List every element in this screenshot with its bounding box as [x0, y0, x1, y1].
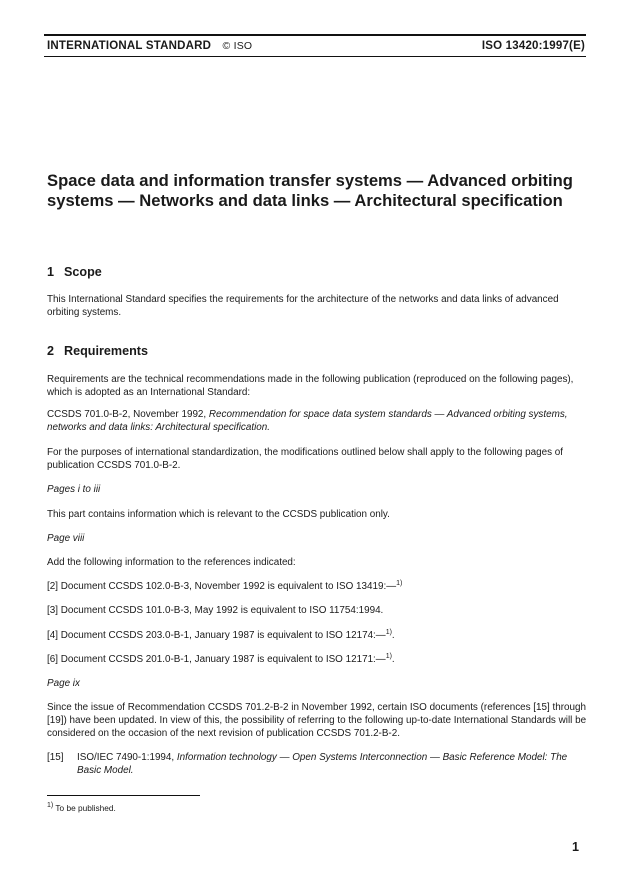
page-ix-paragraph: Since the issue of Recommendation CCSDS 701.2-B-2 in November 1992, certain ISO documents (references [15] through [19]) have been updated. In view of this, the possibility of referring to the following up-to-date International Standards will be considered on the occasion of the next revision of publication CCSDS 701.2-B-2. — [47, 702, 587, 739]
section-requirements-number: 2 — [47, 344, 55, 358]
reference-15-number: [15] — [47, 752, 64, 763]
reference-line-text: [6] Document CCSDS 201.0-B-1, January 1987 is equivalent to ISO 12171:— — [47, 654, 386, 665]
reference-15-id: ISO/IEC 7490-1:1994, — [77, 752, 175, 763]
scope-paragraph: This International Standard specifies the requirements for the architecture of the networks and data links of advanced orbiting systems. — [47, 294, 559, 318]
section-scope-number: 1 — [47, 265, 55, 279]
header-standard-label — [47, 40, 252, 52]
reference-line-end: . — [391, 654, 395, 665]
footnote-separator — [47, 795, 200, 796]
modifications-paragraph: For the purposes of international standardization, the modifications outlined below shall apply to the following pages of publication CCSDS 701.0-B-2. — [47, 447, 564, 471]
pages-i-iii-text: This part contains information which is relevant to the CCSDS publication only. — [47, 509, 390, 520]
reference-line-text: [3] Document CCSDS 101.0-B-3, May 1992 is equivalent to ISO 11754:1994. — [47, 605, 384, 616]
section-requirements-heading — [47, 344, 148, 358]
publication-reference — [47, 408, 587, 434]
reference-line-text: [4] Document CCSDS 203.0-B-1, January 1987 is equivalent to ISO 12174:— — [47, 630, 386, 641]
reference-line-text: [2] Document CCSDS 102.0-B-3, November 1992 is equivalent to ISO 13419:— — [47, 581, 397, 592]
reference-line-3 — [47, 604, 587, 617]
footnote-marker: 1) — [385, 629, 392, 636]
page-number: 1 — [572, 840, 580, 854]
section-scope-title: Scope — [64, 265, 102, 279]
header-top-rule — [44, 34, 586, 36]
header-left-text: INTERNATIONAL STANDARD — [47, 40, 212, 52]
requirements-intro: Requirements are the technical recommendations made in the following publication (reproduced on the following pages), which is adopted as an International Standard: — [47, 374, 574, 398]
reference-15 — [47, 751, 587, 779]
reference-line-4 — [47, 629, 587, 642]
footnote-marker: 1) — [396, 580, 403, 587]
header-copyright: © ISO — [222, 40, 253, 52]
pages-i-iii-label: Pages i to iii — [47, 484, 101, 495]
reference-line-end: . — [391, 630, 395, 641]
footnote-marker: 1) — [385, 653, 392, 660]
page-viii-label: Page viii — [47, 533, 85, 544]
footnote — [47, 803, 116, 813]
section-requirements-title: Requirements — [64, 344, 148, 358]
header-document-number: ISO 13420:1997(E) — [481, 40, 585, 52]
document-title — [47, 171, 607, 211]
title-line-2: systems — Networks and data links — Architectural specification — [47, 191, 563, 210]
footnote-text: To be published. — [55, 803, 116, 813]
publication-ref-id: CCSDS 701.0-B-2, November 1992, — [47, 409, 207, 420]
reference-line-6 — [47, 653, 587, 666]
header-bottom-rule — [44, 56, 586, 57]
reference-15-title: Information technology — Open Systems Interconnection — Basic Reference Model: The Basic Model. — [77, 752, 568, 776]
reference-15-text — [77, 751, 587, 777]
title-line-1: Space data and information transfer systems — Advanced orbiting — [47, 171, 573, 190]
page-ix-label: Page ix — [47, 678, 80, 689]
publication-ref-title: Recommendation for space data system standards — Advanced orbiting systems, networks and data links: Architectural specification. — [47, 409, 568, 433]
reference-line-2 — [47, 580, 587, 593]
section-scope-heading — [47, 265, 102, 279]
footnote-mark: 1) — [47, 802, 54, 809]
page-viii-intro: Add the following information to the references indicated: — [47, 557, 296, 568]
